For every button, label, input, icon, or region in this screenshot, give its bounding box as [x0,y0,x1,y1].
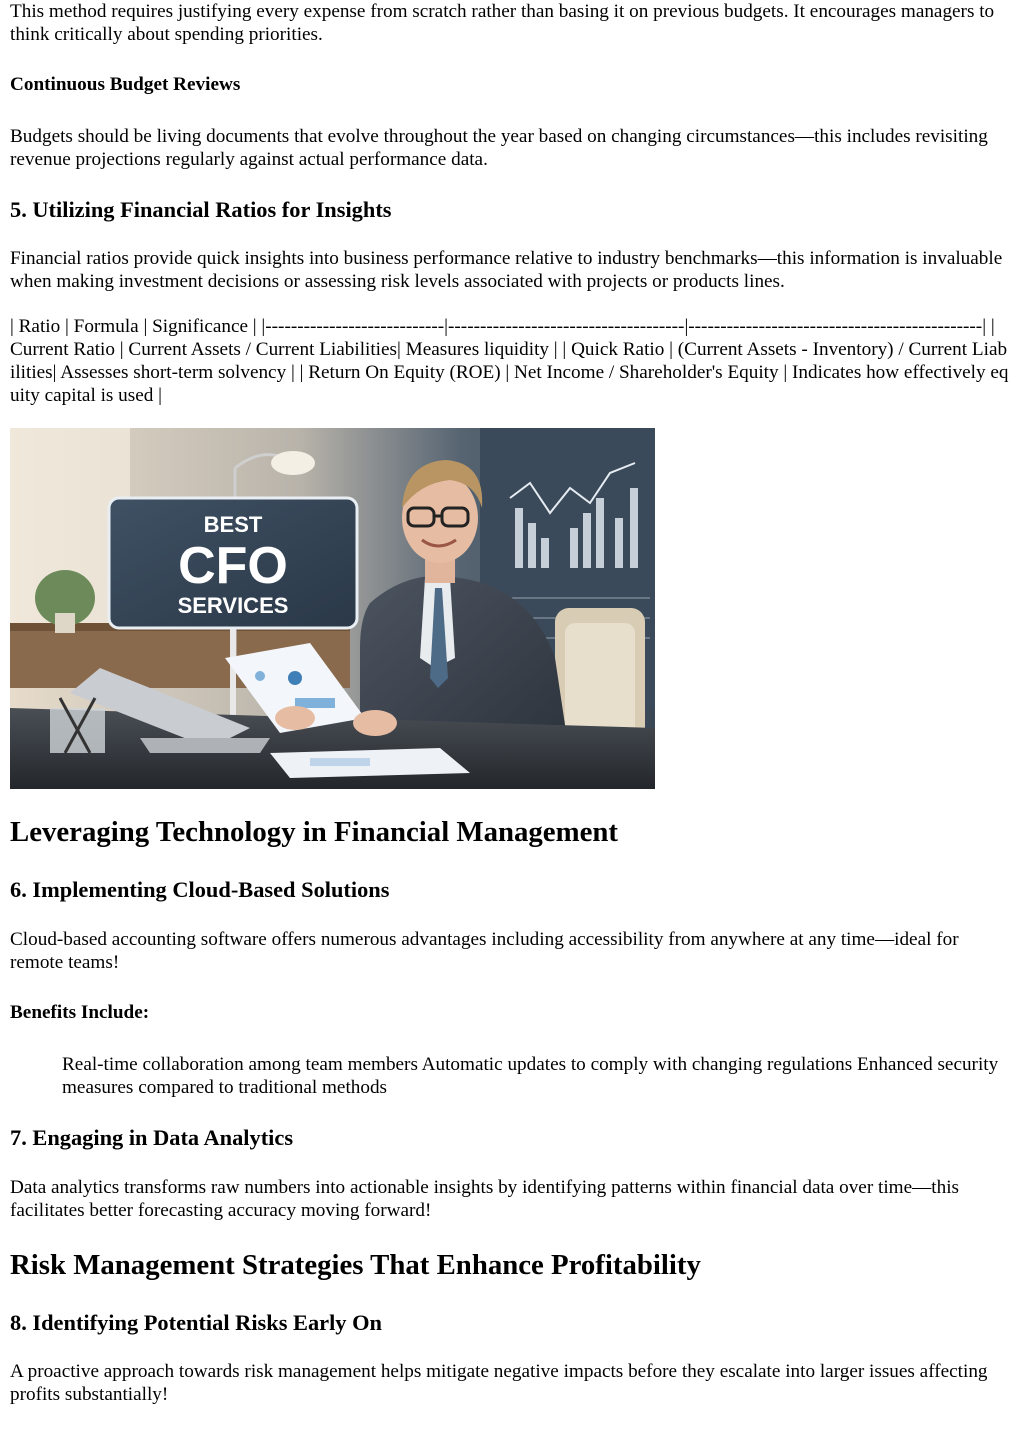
continuous-reviews-heading: Continuous Budget Reviews [10,74,241,95]
sign-line-3: SERVICES [177,593,289,618]
section8-heading: 8. Identifying Potential Risks Early On [10,1310,382,1335]
sign-line-1: BEST [203,512,263,537]
benefits-heading: Benefits Include: [10,1002,150,1023]
technology-section-heading: Leveraging Technology in Financial Management [10,816,618,848]
section7-heading: 7. Engaging in Data Analytics [10,1125,294,1150]
section5-heading: 5. Utilizing Financial Ratios for Insights [10,197,392,222]
section7-paragraph: Data analytics transforms raw numbers into actionable insights by identifying patterns within financial data over time—this facilitates better forecasting accuracy moving forward! [10,1177,960,1221]
section8-paragraph: A proactive approach towards risk management helps mitigate negative impacts before they escalate into larger issues affecting profits substantially! [10,1361,988,1405]
ratio-table-raw-text: | Ratio | Formula | Significance | |----------------------------|-------------------------------------|----------------------------------------------| | Current Ratio | Current Assets / Current Liabilities| Measures liquidity | | Quick Ratio | (Current Assets - Inventory) / Current Liabilities| Assesses short-term solvency | | Return On Equity (ROE) | Net Income / Shareholder's Equity | Indicates how effectively equity capital is used | [10,316,1009,406]
intro-paragraph: This method requires justifying every expense from scratch rather than basing it on previous budgets. It encourages managers to think critically about spending priorities. [10,1,995,45]
continuous-reviews-paragraph: Budgets should be living documents that evolve throughout the year based on changing circumstances—this includes revisiting revenue projections regularly against actual performance data. [10,126,988,170]
benefits-list: Real-time collaboration among team members Automatic updates to comply with changing regulations Enhanced security measures compared to traditional methods [62,1054,999,1098]
sign-line-2: CFO [178,537,288,595]
section6-heading: 6. Implementing Cloud-Based Solutions [10,877,390,902]
risk-section-heading: Risk Management Strategies That Enhance Profitability [10,1249,701,1281]
cfo-services-hero-image [10,428,655,789]
section6-paragraph: Cloud-based accounting software offers numerous advantages including accessibility from anywhere at any time—ideal for remote teams! [10,929,959,973]
section5-paragraph: Financial ratios provide quick insights into business performance relative to industry benchmarks—this information is invaluable when making investment decisions or assessing risk levels associated with projects or products lines. [10,248,1003,292]
